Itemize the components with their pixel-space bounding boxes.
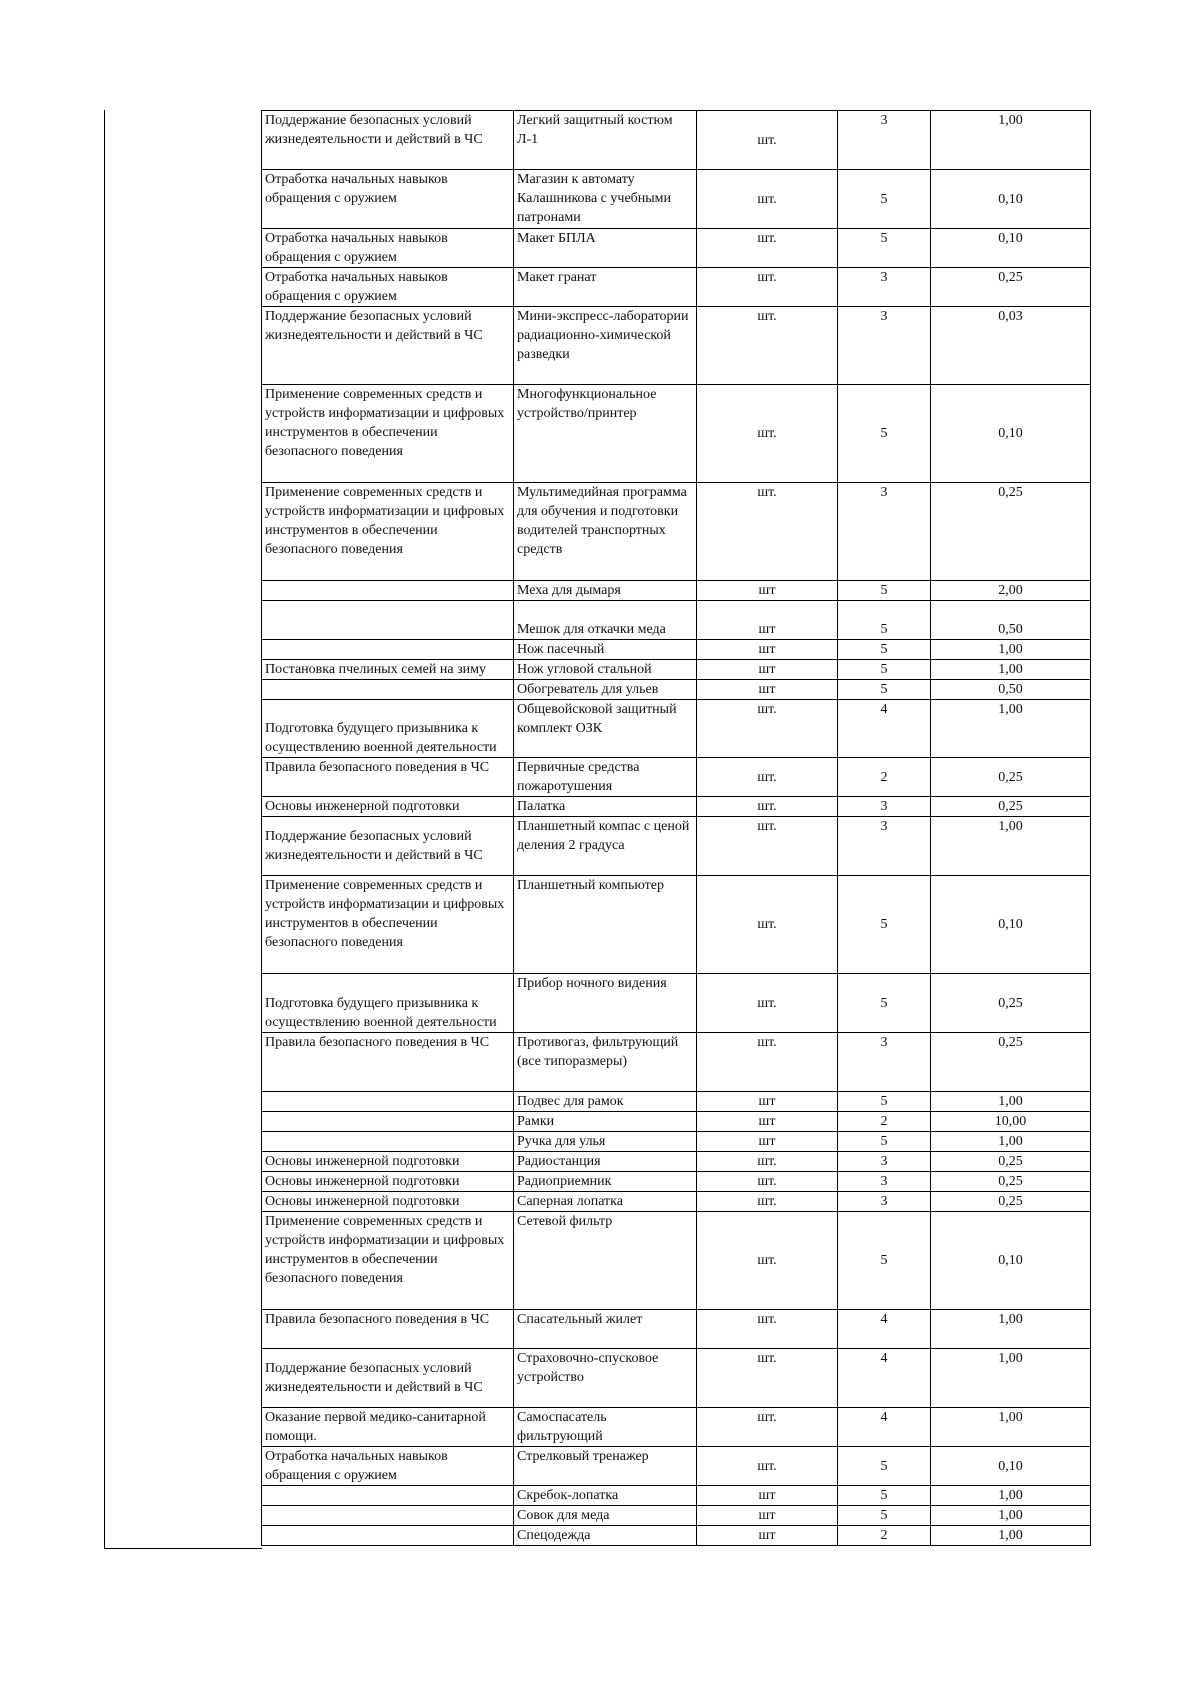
- item-name-cell: Подвес для рамок: [514, 1092, 697, 1112]
- section-cell: Поддержание безопасных условий жизнедеятельности и действий в ЧС: [262, 817, 514, 876]
- coefficient-cell: 0,50: [931, 601, 1091, 640]
- section-cell: Поддержание безопасных условий жизнедеятельности и действий в ЧС: [262, 111, 514, 170]
- unit-cell: шт.: [697, 817, 838, 876]
- unit-cell: шт.: [697, 170, 838, 229]
- item-name-cell: Мини-экспресс-лаборатории радиационно-химической разведки: [514, 307, 697, 385]
- section-cell: Подготовка будущего призывника к осуществлению военной деятельности: [262, 700, 514, 758]
- unit-cell: шт.: [697, 758, 838, 797]
- quantity-cell: 3: [838, 1033, 931, 1092]
- section-cell: [262, 1506, 514, 1526]
- unit-cell: шт: [697, 640, 838, 660]
- coefficient-cell: 10,00: [931, 1112, 1091, 1132]
- unit-cell: шт.: [697, 1152, 838, 1172]
- item-name-cell: Планшетный компас с ценой деления 2 градуса: [514, 817, 697, 876]
- unit-cell: шт.: [697, 974, 838, 1033]
- coefficient-cell: 1,00: [931, 817, 1091, 876]
- unit-cell: шт.: [697, 1212, 838, 1310]
- quantity-cell: 3: [838, 817, 931, 876]
- section-cell: [262, 640, 514, 660]
- quantity-cell: 2: [838, 1526, 931, 1546]
- quantity-cell: 2: [838, 758, 931, 797]
- table-row: [262, 1447, 1091, 1486]
- table-row: [262, 817, 1091, 876]
- equipment-table-body: [262, 111, 1091, 1546]
- unit-cell: шт.: [697, 1192, 838, 1212]
- item-name-cell: Самоспасатель фильтрующий: [514, 1408, 697, 1447]
- coefficient-cell: 0,10: [931, 229, 1091, 268]
- section-cell: Основы инженерной подготовки: [262, 797, 514, 817]
- item-name-cell: Радиоприемник: [514, 1172, 697, 1192]
- section-cell: Основы инженерной подготовки: [262, 1192, 514, 1212]
- section-cell: Постановка пчелиных семей на зиму: [262, 660, 514, 680]
- section-cell: Отработка начальных навыков обращения с оружием: [262, 1447, 514, 1486]
- table-row: [262, 1192, 1091, 1212]
- item-name-cell: Обогреватель для ульев: [514, 680, 697, 700]
- table-row: [262, 974, 1091, 1033]
- coefficient-cell: 0,25: [931, 1192, 1091, 1212]
- coefficient-cell: 1,00: [931, 1408, 1091, 1447]
- unit-cell: шт: [697, 1112, 838, 1132]
- section-cell: [262, 601, 514, 640]
- table-row: [262, 1132, 1091, 1152]
- unit-cell: шт.: [697, 1349, 838, 1408]
- item-name-cell: Мультимедийная программа для обучения и подготовки водителей транспортных средств: [514, 483, 697, 581]
- section-cell: Правила безопасного поведения в ЧС: [262, 1033, 514, 1092]
- coefficient-cell: 0,25: [931, 1172, 1091, 1192]
- coefficient-cell: 1,00: [931, 1486, 1091, 1506]
- unit-cell: шт: [697, 660, 838, 680]
- unit-cell: шт.: [697, 797, 838, 817]
- table-row: [262, 876, 1091, 974]
- equipment-table: [261, 110, 1091, 1546]
- quantity-cell: 3: [838, 111, 931, 170]
- item-name-cell: Спасательный жилет: [514, 1310, 697, 1349]
- table-row: [262, 483, 1091, 581]
- item-name-cell: Противогаз, фильтрующий (все типоразмеры): [514, 1033, 697, 1092]
- section-cell: [262, 680, 514, 700]
- unit-cell: шт: [697, 1526, 838, 1546]
- section-cell: Основы инженерной подготовки: [262, 1152, 514, 1172]
- section-cell: Применение современных средств и устройств информатизации и цифровых инструментов в обеспечении безопасного поведения: [262, 483, 514, 581]
- table-row: [262, 1349, 1091, 1408]
- quantity-cell: 2: [838, 1112, 931, 1132]
- quantity-cell: 4: [838, 700, 931, 758]
- table-row: [262, 660, 1091, 680]
- section-cell: Применение современных средств и устройств информатизации и цифровых инструментов в обеспечении безопасного поведения: [262, 1212, 514, 1310]
- item-name-cell: Планшетный компьютер: [514, 876, 697, 974]
- quantity-cell: 3: [838, 1192, 931, 1212]
- section-cell: Поддержание безопасных условий жизнедеятельности и действий в ЧС: [262, 1349, 514, 1408]
- quantity-cell: 4: [838, 1349, 931, 1408]
- coefficient-cell: 1,00: [931, 1132, 1091, 1152]
- coefficient-cell: 1,00: [931, 1526, 1091, 1546]
- quantity-cell: 5: [838, 1506, 931, 1526]
- quantity-cell: 5: [838, 1447, 931, 1486]
- coefficient-cell: 0,25: [931, 797, 1091, 817]
- table-row: [262, 581, 1091, 601]
- table-row: [262, 229, 1091, 268]
- quantity-cell: 5: [838, 876, 931, 974]
- coefficient-cell: 1,00: [931, 1349, 1091, 1408]
- table-row: [262, 307, 1091, 385]
- item-name-cell: Рамки: [514, 1112, 697, 1132]
- quantity-cell: 5: [838, 601, 931, 640]
- outer-table-left-border: [104, 110, 105, 1549]
- item-name-cell: Ручка для улья: [514, 1132, 697, 1152]
- section-cell: [262, 1132, 514, 1152]
- table-row: [262, 111, 1091, 170]
- item-name-cell: Магазин к автомату Калашникова с учебными патронами: [514, 170, 697, 229]
- quantity-cell: 5: [838, 640, 931, 660]
- section-cell: Применение современных средств и устройств информатизации и цифровых инструментов в обеспечении безопасного поведения: [262, 385, 514, 483]
- table-row: [262, 1152, 1091, 1172]
- coefficient-cell: 0,25: [931, 1152, 1091, 1172]
- table-row: [262, 758, 1091, 797]
- item-name-cell: Первичные средства пожаротушения: [514, 758, 697, 797]
- coefficient-cell: 1,00: [931, 1310, 1091, 1349]
- table-row: [262, 1033, 1091, 1092]
- table-row: [262, 640, 1091, 660]
- quantity-cell: 5: [838, 1486, 931, 1506]
- table-row: [262, 1092, 1091, 1112]
- item-name-cell: Многофункциональное устройство/принтер: [514, 385, 697, 483]
- item-name-cell: Скребок-лопатка: [514, 1486, 697, 1506]
- table-row: [262, 385, 1091, 483]
- quantity-cell: 3: [838, 1172, 931, 1192]
- coefficient-cell: 0,10: [931, 876, 1091, 974]
- unit-cell: шт.: [697, 700, 838, 758]
- unit-cell: шт.: [697, 229, 838, 268]
- unit-cell: шт.: [697, 1033, 838, 1092]
- unit-cell: шт.: [697, 876, 838, 974]
- section-cell: Оказание первой медико-санитарной помощи.: [262, 1408, 514, 1447]
- unit-cell: шт: [697, 1092, 838, 1112]
- table-row: [262, 1112, 1091, 1132]
- item-name-cell: Макет БПЛА: [514, 229, 697, 268]
- table-row: [262, 1486, 1091, 1506]
- quantity-cell: 3: [838, 483, 931, 581]
- item-name-cell: Страховочно-спусковое устройство: [514, 1349, 697, 1408]
- item-name-cell: Мешок для откачки меда: [514, 601, 697, 640]
- item-name-cell: Спецодежда: [514, 1526, 697, 1546]
- item-name-cell: Прибор ночного видения: [514, 974, 697, 1033]
- table-row: [262, 1408, 1091, 1447]
- table-row: [262, 1310, 1091, 1349]
- section-cell: Правила безопасного поведения в ЧС: [262, 1310, 514, 1349]
- coefficient-cell: 0,25: [931, 268, 1091, 307]
- section-cell: [262, 1092, 514, 1112]
- section-cell: Поддержание безопасных условий жизнедеятельности и действий в ЧС: [262, 307, 514, 385]
- quantity-cell: 3: [838, 268, 931, 307]
- table-row: [262, 268, 1091, 307]
- unit-cell: шт.: [697, 1408, 838, 1447]
- item-name-cell: Нож пасечный: [514, 640, 697, 660]
- quantity-cell: 5: [838, 1132, 931, 1152]
- coefficient-cell: 1,00: [931, 111, 1091, 170]
- section-cell: Отработка начальных навыков обращения с оружием: [262, 229, 514, 268]
- table-row: [262, 1212, 1091, 1310]
- quantity-cell: 5: [838, 170, 931, 229]
- coefficient-cell: 0,25: [931, 974, 1091, 1033]
- section-cell: Основы инженерной подготовки: [262, 1172, 514, 1192]
- coefficient-cell: 1,00: [931, 660, 1091, 680]
- unit-cell: шт.: [697, 111, 838, 170]
- quantity-cell: 5: [838, 680, 931, 700]
- table-row: [262, 680, 1091, 700]
- table-row: [262, 700, 1091, 758]
- quantity-cell: 3: [838, 1152, 931, 1172]
- coefficient-cell: 0,10: [931, 1447, 1091, 1486]
- coefficient-cell: 0,10: [931, 1212, 1091, 1310]
- item-name-cell: Общевойсковой защитный комплект ОЗК: [514, 700, 697, 758]
- quantity-cell: 5: [838, 1212, 931, 1310]
- section-cell: Отработка начальных навыков обращения с оружием: [262, 170, 514, 229]
- coefficient-cell: 0,10: [931, 385, 1091, 483]
- table-row: [262, 1506, 1091, 1526]
- item-name-cell: Нож угловой стальной: [514, 660, 697, 680]
- quantity-cell: 3: [838, 797, 931, 817]
- unit-cell: шт: [697, 680, 838, 700]
- coefficient-cell: 0,25: [931, 483, 1091, 581]
- item-name-cell: Саперная лопатка: [514, 1192, 697, 1212]
- item-name-cell: Легкий защитный костюм Л-1: [514, 111, 697, 170]
- unit-cell: шт.: [697, 1172, 838, 1192]
- table-row: [262, 1172, 1091, 1192]
- coefficient-cell: 0,25: [931, 1033, 1091, 1092]
- unit-cell: шт: [697, 1486, 838, 1506]
- section-cell: [262, 581, 514, 601]
- item-name-cell: Сетевой фильтр: [514, 1212, 697, 1310]
- quantity-cell: 5: [838, 974, 931, 1033]
- quantity-cell: 5: [838, 1092, 931, 1112]
- coefficient-cell: 0,10: [931, 170, 1091, 229]
- unit-cell: шт.: [697, 385, 838, 483]
- coefficient-cell: 0,03: [931, 307, 1091, 385]
- coefficient-cell: 1,00: [931, 700, 1091, 758]
- section-cell: Подготовка будущего призывника к осуществлению военной деятельности: [262, 974, 514, 1033]
- table-row: [262, 797, 1091, 817]
- coefficient-cell: 2,00: [931, 581, 1091, 601]
- coefficient-cell: 0,25: [931, 758, 1091, 797]
- table-row: [262, 170, 1091, 229]
- item-name-cell: Радиостанция: [514, 1152, 697, 1172]
- table-row: [262, 601, 1091, 640]
- section-cell: [262, 1486, 514, 1506]
- quantity-cell: 4: [838, 1310, 931, 1349]
- quantity-cell: 5: [838, 581, 931, 601]
- quantity-cell: 5: [838, 660, 931, 680]
- table-row: [262, 1526, 1091, 1546]
- unit-cell: шт.: [697, 1310, 838, 1349]
- section-cell: Правила безопасного поведения в ЧС: [262, 758, 514, 797]
- coefficient-cell: 1,00: [931, 1092, 1091, 1112]
- section-cell: [262, 1112, 514, 1132]
- item-name-cell: Макет гранат: [514, 268, 697, 307]
- section-cell: [262, 1526, 514, 1546]
- unit-cell: шт.: [697, 1447, 838, 1486]
- item-name-cell: Меха для дымаря: [514, 581, 697, 601]
- quantity-cell: 5: [838, 385, 931, 483]
- coefficient-cell: 1,00: [931, 640, 1091, 660]
- unit-cell: шт: [697, 1132, 838, 1152]
- item-name-cell: Стрелковый тренажер: [514, 1447, 697, 1486]
- unit-cell: шт.: [697, 483, 838, 581]
- unit-cell: шт: [697, 581, 838, 601]
- section-cell: Применение современных средств и устройств информатизации и цифровых инструментов в обеспечении безопасного поведения: [262, 876, 514, 974]
- unit-cell: шт: [697, 1506, 838, 1526]
- unit-cell: шт.: [697, 307, 838, 385]
- outer-table-bottom-border: [104, 1548, 262, 1549]
- section-cell: Отработка начальных навыков обращения с оружием: [262, 268, 514, 307]
- unit-cell: шт: [697, 601, 838, 640]
- quantity-cell: 3: [838, 307, 931, 385]
- item-name-cell: Совок для меда: [514, 1506, 697, 1526]
- quantity-cell: 5: [838, 229, 931, 268]
- coefficient-cell: 1,00: [931, 1506, 1091, 1526]
- item-name-cell: Палатка: [514, 797, 697, 817]
- coefficient-cell: 0,50: [931, 680, 1091, 700]
- quantity-cell: 4: [838, 1408, 931, 1447]
- unit-cell: шт.: [697, 268, 838, 307]
